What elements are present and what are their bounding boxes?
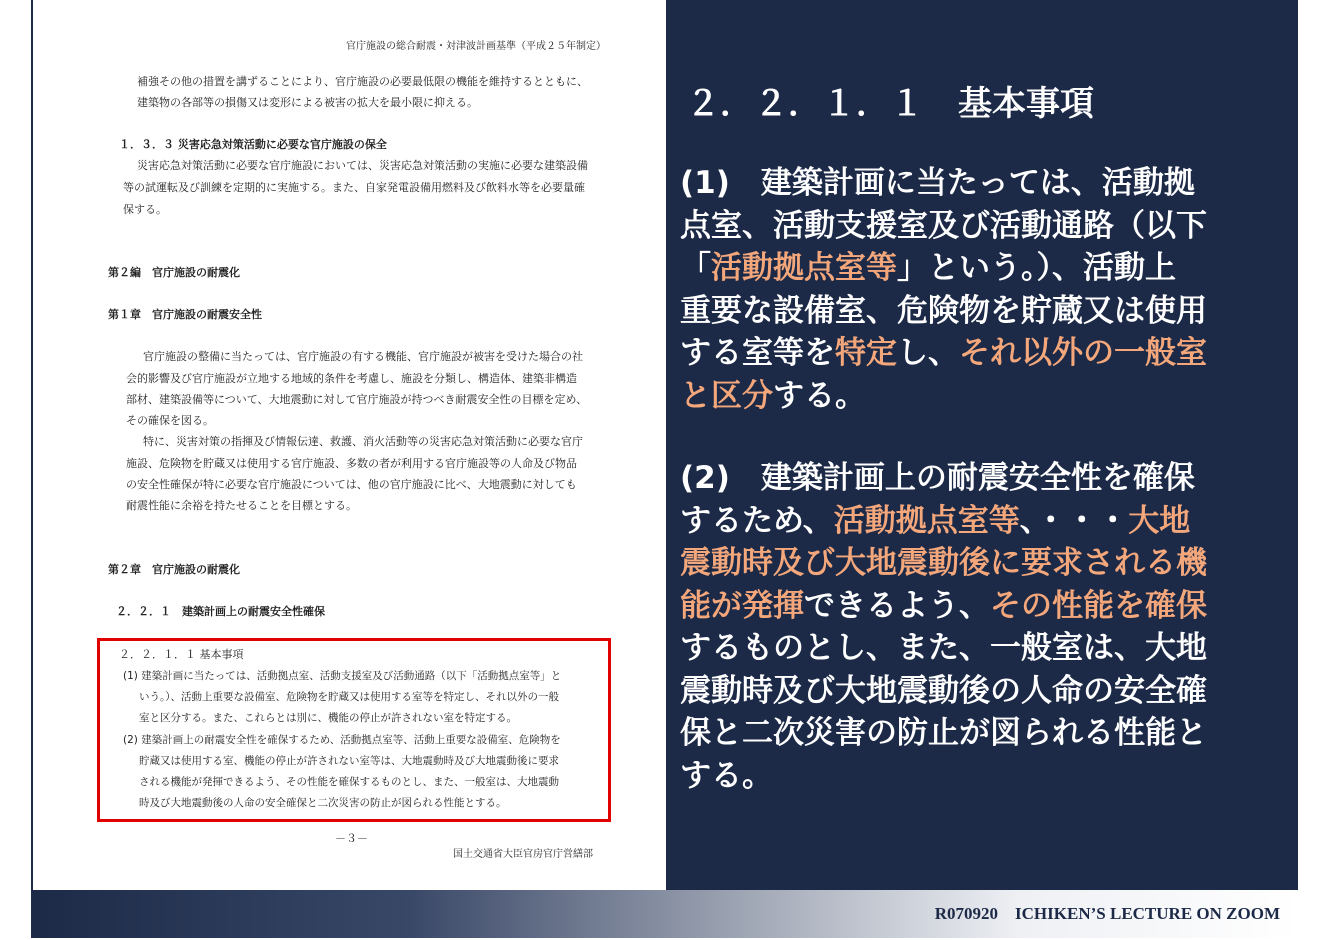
para2-text: できるよう、	[804, 587, 990, 624]
item-1-line: 室と区分する。また、これらとは別に、機能の停止が許されない室を特定する。	[139, 712, 517, 724]
para2-text: 震動時及び大地震動後の人命の安全確	[680, 672, 1207, 709]
intro-line: 補強その他の措置を講ずることにより、官庁施設の必要最低限の機能を維持するとともに、	[137, 75, 588, 88]
para2-text: (2) 建築計画上の耐震安全性を確保	[680, 460, 1195, 496]
paragraph-2	[680, 457, 1207, 797]
para2-highlight: 能が発揮	[680, 587, 804, 624]
agency-name: 国土交通省大臣官房官庁営繕部	[453, 849, 593, 860]
footer-bar	[31, 890, 1298, 938]
document-header: 官庁施設の総合耐震・対津波計画基準（平成２５年制定）	[346, 41, 606, 52]
para1-highlight: 特定	[835, 335, 897, 371]
chapter-1-line: 施設、危険物を貯蔵又は使用する官庁施設、多数の者が利用する官庁施設等の人命及び物品	[126, 457, 577, 470]
footer-label: R070920 ICHIKEN’S LECTURE ON ZOOM	[934, 904, 1280, 923]
section-1-3-3-title: １．３．３ 災害応急対策活動に必要な官庁施設の保全	[119, 138, 387, 151]
right-margin	[1298, 0, 1327, 890]
part-2-title: 第２編 官庁施設の耐震化	[108, 266, 240, 279]
item-2-line: 貯蔵又は使用する室、機能の停止が許されない室等は、大地震動時及び大地震動後に要求	[139, 755, 559, 767]
chapter-1-line: 特に、災害対策の指揮及び情報伝達、救護、消火活動等の災害応急対策活動に必要な官庁	[143, 435, 583, 448]
highlight-frame	[97, 638, 611, 822]
chapter-1-line: 会的影響及び官庁施設が立地する地域的条件を考慮し、施設を分類し、構造体、建築非構造	[126, 372, 577, 385]
para1-highlight: と区分	[680, 377, 773, 414]
para1-text: 」という。）、活動上	[897, 250, 1176, 286]
chapter-1-line: その確保を図る。	[126, 414, 214, 427]
para1-text: し、	[897, 335, 959, 371]
section-2-2-1-title: ２．２．１ 建築計画上の耐震安全性確保	[116, 605, 325, 618]
para1-text: する。	[773, 377, 866, 414]
chapter-1-line: 官庁施設の整備に当たっては、官庁施設の有する機能、官庁施設が被害を受けた場合の社	[143, 350, 583, 363]
chapter-2-title: 第２章 官庁施設の耐震化	[108, 563, 240, 576]
para2-text: 保と二次災害の防止が図られる性能と	[680, 715, 1207, 751]
item-1-line: (1) 建築計画に当たっては、活動拠点室、活動支援室及び活動通路（以下「活動拠点室等」と	[123, 670, 562, 682]
item-2-line: (2) 建築計画上の耐震安全性を確保するため、活動拠点室等、活動上重要な設備室、危険物を	[123, 734, 561, 746]
para1-text: 「	[680, 250, 711, 286]
para2-highlight: 震動時及び大地震動後に要求される機	[680, 545, 1207, 581]
document-page	[33, 0, 666, 890]
para1-highlight: それ以外の一般室	[959, 335, 1207, 371]
para1-text: (1) 建築計画に当たっては、活動拠	[680, 165, 1195, 201]
chapter-1-line: 部材、建築設備等について、大地震動に対して官庁施設が持つべき耐震安全性の目標を定め、	[126, 393, 588, 406]
section-1-3-3-line: 等の試運転及び訓練を定期的に実施する。また、自家発電設備用燃料及び飲料水等を必要量確	[123, 181, 585, 194]
section-2-2-1-1-title: ２．２．１．１ 基本事項	[119, 648, 244, 661]
chapter-1-line: の安全性確保が特に必要な官庁施設については、他の官庁施設に比べ、大地震動に対しても	[126, 478, 577, 491]
para2-text: するため、	[680, 502, 834, 539]
item-1-line: いう。）、活動上重要な設備室、危険物を貯蔵又は使用する室等を特定し、それ以外の一般	[139, 691, 559, 703]
para2-highlight: その性能を確保	[990, 587, 1207, 624]
chapter-1-line: 耐震性能に余裕を持たせることを目標とする。	[126, 499, 357, 512]
panel-title: ２．２．１．１ 基本事項	[686, 84, 1094, 124]
section-1-3-3-line: 保する。	[123, 203, 167, 216]
item-2-line: 時及び大地震動後の人命の安全確保と二次災害の防止が図られる性能とする。	[139, 797, 507, 809]
para2-highlight: 活動拠点室等	[833, 502, 1020, 539]
section-1-3-3-line: 災害応急対策活動に必要な官庁施設においては、災害応急対策活動の実施に必要な建築設備	[137, 159, 588, 172]
intro-line: 建築物の各部等の損傷又は変形による被害の拡大を最小限に抑える。	[137, 96, 478, 109]
explanation-panel	[666, 0, 1298, 890]
paragraph-1	[680, 162, 1207, 417]
para2-highlight: 大地	[1128, 502, 1191, 539]
chapter-1-title: 第１章 官庁施設の耐震安全性	[108, 308, 262, 321]
para2-text: する。	[680, 757, 773, 794]
para1-text: 重要な設備室、危険物を貯蔵又は使用	[680, 292, 1207, 329]
para1-text: 点室、活動支援室及び活動通路（以下	[680, 207, 1207, 244]
para2-text: 、・・・	[1019, 502, 1129, 539]
para1-highlight: 活動拠点室等	[711, 250, 897, 286]
para1-text: する室等を	[680, 335, 835, 371]
para2-text: するものとし、また、一般室は、大地	[680, 630, 1207, 666]
page-number: －３－	[335, 832, 368, 845]
item-2-line: される機能が発揮できるよう、その性能を確保するものとし、また、一般室は、大地震動	[139, 776, 559, 788]
